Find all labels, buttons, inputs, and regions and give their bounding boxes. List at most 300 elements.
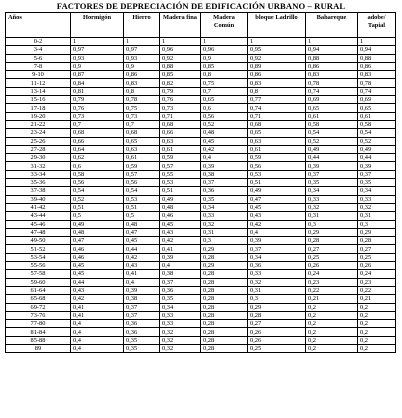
cell-hierro: 0,57 [124, 170, 160, 178]
cell-hierro: 0,83 [124, 79, 160, 87]
cell-hormigon: 0,64 [71, 145, 124, 153]
cell-madera-fina: 0,57 [160, 162, 201, 170]
cell-madera-fina: 0,53 [160, 179, 201, 187]
cell-hierro: 0,59 [124, 162, 160, 170]
cell-bahareque: 0,39 [306, 162, 358, 170]
cell-bloque-ladrillo: 0,43 [248, 212, 306, 220]
column-header-bahareque: Bahareque [306, 13, 358, 38]
cell-madera-comun: 0,48 [201, 129, 248, 137]
cell-hierro: 0,51 [124, 203, 160, 211]
cell-bloque-ladrillo: 0,77 [248, 96, 306, 104]
cell-adobe-tapial: 0,58 [358, 120, 396, 128]
cell-anos: 89 [6, 344, 71, 352]
cell-bahareque: 0,52 [306, 137, 358, 145]
cell-bahareque: 0,88 [306, 54, 358, 62]
cell-hormigon: 0,4 [71, 336, 124, 344]
cell-bloque-ladrillo: 0,71 [248, 112, 306, 120]
cell-anos: 43-44 [6, 212, 71, 220]
cell-bloque-ladrillo: 0,68 [248, 120, 306, 128]
cell-anos: 29-30 [6, 154, 71, 162]
cell-adobe-tapial: 0,94 [358, 46, 396, 54]
cell-madera-fina: 0,45 [160, 220, 201, 228]
cell-hierro: 0,35 [124, 336, 160, 344]
cell-bahareque: 0,94 [306, 46, 358, 54]
cell-hormigon: 0,81 [71, 87, 124, 95]
cell-hormigon: 0,42 [71, 295, 124, 303]
cell-hormigon: 0,52 [71, 195, 124, 203]
cell-bloque-ladrillo: 0,31 [248, 286, 306, 294]
cell-hierro: 0,8 [124, 87, 160, 95]
cell-adobe-tapial: 0,26 [358, 262, 396, 270]
cell-anos: 0-2 [6, 38, 71, 46]
cell-anos: 59-60 [6, 278, 71, 286]
cell-adobe-tapial: 0,2 [358, 328, 396, 336]
cell-bahareque: 0,24 [306, 270, 358, 278]
cell-adobe-tapial: 0,44 [358, 154, 396, 162]
cell-hormigon: 0,4 [71, 344, 124, 352]
cell-bahareque: 0,69 [306, 96, 358, 104]
cell-hormigon: 0,58 [71, 170, 124, 178]
cell-anos: 49-50 [6, 237, 71, 245]
cell-hormigon: 0,46 [71, 245, 124, 253]
table-row [6, 154, 396, 162]
cell-hormigon: 0,79 [71, 96, 124, 104]
cell-anos: 13-14 [6, 87, 71, 95]
cell-madera-fina: 0,73 [160, 104, 201, 112]
cell-anos: 45-46 [6, 220, 71, 228]
cell-madera-comun: 0,34 [201, 203, 248, 211]
cell-bloque-ladrillo: 0,89 [248, 62, 306, 70]
cell-hormigon: 0,9 [71, 62, 124, 70]
table-row [6, 320, 396, 328]
table-row [6, 38, 396, 46]
table-row [6, 237, 396, 245]
cell-madera-fina: 0,76 [160, 96, 201, 104]
cell-hierro: 0,86 [124, 71, 160, 79]
cell-adobe-tapial: 0,33 [358, 195, 396, 203]
cell-hormigon: 0,97 [71, 46, 124, 54]
cell-bahareque: 0,21 [306, 295, 358, 303]
cell-madera-fina: 0,39 [160, 253, 201, 261]
cell-madera-comun: 0,52 [201, 120, 248, 128]
cell-madera-comun: 0,35 [201, 195, 248, 203]
cell-madera-fina: 0,32 [160, 344, 201, 352]
cell-madera-fina: 0,85 [160, 71, 201, 79]
cell-bahareque: 0,29 [306, 228, 358, 236]
cell-anos: 3-4 [6, 46, 71, 54]
cell-adobe-tapial: 0,88 [358, 54, 396, 62]
cell-bloque-ladrillo: 0,92 [248, 54, 306, 62]
cell-adobe-tapial: 0,24 [358, 270, 396, 278]
cell-hierro: 0,7 [124, 120, 160, 128]
cell-adobe-tapial: 0,25 [358, 253, 396, 261]
table-row [6, 336, 396, 344]
cell-hormigon: 0,41 [71, 303, 124, 311]
cell-hierro: 0,35 [124, 344, 160, 352]
cell-hormigon: 0,49 [71, 220, 124, 228]
cell-hierro: 0,65 [124, 137, 160, 145]
cell-bahareque: 0,74 [306, 87, 358, 95]
table-row [6, 203, 396, 211]
cell-anos: 77-80 [6, 320, 71, 328]
cell-madera-fina: 0,41 [160, 245, 201, 253]
cell-madera-comun: 0,33 [201, 212, 248, 220]
cell-adobe-tapial: 0,35 [358, 179, 396, 187]
cell-madera-comun: 0,65 [201, 96, 248, 104]
cell-anos: 51-52 [6, 245, 71, 253]
table-row [6, 303, 396, 311]
cell-bahareque: 0,32 [306, 203, 358, 211]
cell-anos: 17-18 [6, 104, 71, 112]
cell-madera-fina: 0,92 [160, 54, 201, 62]
cell-hormigon: 0,44 [71, 278, 124, 286]
table-row [6, 112, 396, 120]
cell-madera-fina: 0,33 [160, 311, 201, 319]
cell-hierro: 0,78 [124, 96, 160, 104]
table-row [6, 170, 396, 178]
cell-bahareque: 0,61 [306, 112, 358, 120]
cell-madera-fina: 0,63 [160, 137, 201, 145]
table-row [6, 87, 396, 95]
cell-madera-comun: 0,96 [201, 46, 248, 54]
table-row [6, 129, 396, 137]
cell-madera-comun: 0,45 [201, 137, 248, 145]
cell-bloque-ladrillo: 0,32 [248, 278, 306, 286]
cell-adobe-tapial: 0,29 [358, 228, 396, 236]
cell-madera-comun: 0,28 [201, 278, 248, 286]
column-header-hormigon: Hormigón [71, 13, 124, 38]
cell-bahareque: 0,23 [306, 278, 358, 286]
cell-madera-comun: 0,32 [201, 220, 248, 228]
cell-anos: 5-6 [6, 54, 71, 62]
table-row [6, 295, 396, 303]
table-row [6, 46, 396, 54]
column-header-anos: Años [6, 13, 71, 38]
cell-madera-comun: 0,85 [201, 62, 248, 70]
cell-adobe-tapial: 0,31 [358, 212, 396, 220]
table-row [6, 145, 396, 153]
cell-madera-fina: 0,32 [160, 328, 201, 336]
cell-hierro: 0,48 [124, 220, 160, 228]
cell-madera-comun: 0,28 [201, 336, 248, 344]
cell-bloque-ladrillo: 0,26 [248, 336, 306, 344]
cell-bloque-ladrillo: 0,45 [248, 203, 306, 211]
cell-anos: 23-24 [6, 129, 71, 137]
cell-hormigon: 0,56 [71, 179, 124, 187]
cell-madera-comun: 0,36 [201, 187, 248, 195]
cell-bahareque: 0,2 [306, 336, 358, 344]
cell-hormigon: 0,45 [71, 270, 124, 278]
cell-bahareque: 0,86 [306, 62, 358, 70]
cell-anos: 31-32 [6, 162, 71, 170]
cell-hormigon: 0,87 [71, 71, 124, 79]
cell-hormigon: 0,62 [71, 154, 124, 162]
cell-hierro: 0,36 [124, 320, 160, 328]
cell-hierro: 0,61 [124, 154, 160, 162]
cell-adobe-tapial: 0,2 [358, 344, 396, 352]
cell-bahareque: 0,28 [306, 237, 358, 245]
cell-adobe-tapial: 0,2 [358, 303, 396, 311]
table-row [6, 245, 396, 253]
cell-madera-fina: 0,88 [160, 62, 201, 70]
cell-hierro: 0,53 [124, 195, 160, 203]
cell-adobe-tapial: 0,49 [358, 145, 396, 153]
cell-bahareque: 0,58 [306, 120, 358, 128]
cell-bloque-ladrillo: 0,53 [248, 170, 306, 178]
column-header-madera-fina: Madera fina [160, 13, 201, 38]
cell-madera-comun: 0,28 [201, 295, 248, 303]
table-row [6, 179, 396, 187]
cell-bloque-ladrillo: 0,74 [248, 104, 306, 112]
cell-madera-comun: 0,28 [201, 303, 248, 311]
cell-hierro: 0,38 [124, 295, 160, 303]
cell-hierro: 0,56 [124, 179, 160, 187]
cell-madera-comun: 0,28 [201, 311, 248, 319]
cell-hierro: 0,97 [124, 46, 160, 54]
table-header-row [6, 13, 396, 38]
cell-madera-fina: 0,51 [160, 187, 201, 195]
cell-bloque-ladrillo: 0,26 [248, 328, 306, 336]
cell-hierro: 0,9 [124, 62, 160, 70]
cell-adobe-tapial: 0,28 [358, 237, 396, 245]
cell-bahareque: 0,44 [306, 154, 358, 162]
cell-bloque-ladrillo: 0,42 [248, 220, 306, 228]
cell-madera-fina: 0,66 [160, 129, 201, 137]
cell-bloque-ladrillo: 0,37 [248, 245, 306, 253]
cell-madera-fina: 0,55 [160, 170, 201, 178]
cell-hormigon: 0,48 [71, 228, 124, 236]
column-header-madera-comun: Madera Común [201, 13, 248, 38]
cell-hierro: 0,42 [124, 253, 160, 261]
cell-hormigon: 0,47 [71, 237, 124, 245]
table-row [6, 311, 396, 319]
table-row [6, 278, 396, 286]
table-row [6, 96, 396, 104]
table-row [6, 286, 396, 294]
table-body [6, 38, 396, 353]
cell-anos: 73-76 [6, 311, 71, 319]
cell-madera-comun: 0,29 [201, 262, 248, 270]
cell-hormigon: 1 [71, 38, 124, 46]
table-row [6, 104, 396, 112]
cell-bahareque: 0,54 [306, 129, 358, 137]
table-row [6, 62, 396, 70]
cell-hierro: 0,37 [124, 311, 160, 319]
cell-bahareque: 0,78 [306, 79, 358, 87]
cell-adobe-tapial: 0,21 [358, 295, 396, 303]
cell-hierro: 0,43 [124, 262, 160, 270]
cell-adobe-tapial: 0,34 [358, 187, 396, 195]
cell-adobe-tapial: 0,86 [358, 62, 396, 70]
table-row [6, 220, 396, 228]
cell-bloque-ladrillo: 0,36 [248, 262, 306, 270]
cell-madera-comun: 0,28 [201, 286, 248, 294]
column-header-hierro: Hierro [124, 13, 160, 38]
cell-bloque-ladrillo: 0,39 [248, 237, 306, 245]
cell-madera-comun: 0,37 [201, 179, 248, 187]
cell-hormigon: 0,45 [71, 262, 124, 270]
table-row [6, 137, 396, 145]
cell-madera-comun: 0,42 [201, 145, 248, 153]
cell-anos: 61-64 [6, 286, 71, 294]
cell-adobe-tapial: 0,61 [358, 112, 396, 120]
cell-hormigon: 0,68 [71, 129, 124, 137]
cell-madera-fina: 0,35 [160, 295, 201, 303]
cell-madera-fina: 0,61 [160, 145, 201, 153]
cell-bahareque: 0,65 [306, 104, 358, 112]
cell-hierro: 0,93 [124, 54, 160, 62]
cell-bloque-ladrillo: 0,47 [248, 195, 306, 203]
cell-bloque-ladrillo: 0,33 [248, 270, 306, 278]
cell-hormigon: 0,5 [71, 212, 124, 220]
cell-bloque-ladrillo: 0,3 [248, 295, 306, 303]
cell-bahareque: 0,37 [306, 170, 358, 178]
cell-anos: 37-38 [6, 187, 71, 195]
cell-bloque-ladrillo: 0,29 [248, 303, 306, 311]
cell-adobe-tapial: 1 [358, 38, 396, 46]
table-row [6, 262, 396, 270]
cell-anos: 19-20 [6, 112, 71, 120]
cell-anos: 39-40 [6, 195, 71, 203]
cell-hierro: 0,54 [124, 187, 160, 195]
cell-madera-comun: 1 [201, 38, 248, 46]
depreciation-table [5, 12, 396, 353]
cell-madera-fina: 0,37 [160, 278, 201, 286]
cell-bloque-ladrillo: 0,65 [248, 129, 306, 137]
cell-madera-comun: 0,39 [201, 162, 248, 170]
cell-anos: 9-10 [6, 71, 71, 79]
cell-bloque-ladrillo: 0,86 [248, 71, 306, 79]
cell-anos: 53-54 [6, 253, 71, 261]
cell-bloque-ladrillo: 0,28 [248, 311, 306, 319]
cell-hormigon: 0,4 [71, 328, 124, 336]
cell-madera-fina: 0,96 [160, 46, 201, 54]
cell-bahareque: 0,25 [306, 253, 358, 261]
cell-madera-fina: 0,79 [160, 87, 201, 95]
cell-madera-fina: 0,48 [160, 203, 201, 211]
cell-anos: 33-34 [6, 170, 71, 178]
table-title: FACTORES DE DEPRECIACIÓN DE EDIFICACIÓN URBANO – RURAL [56, 1, 346, 11]
cell-anos: 65-68 [6, 295, 71, 303]
cell-bahareque: 0,3 [306, 220, 358, 228]
cell-anos: 47-48 [6, 228, 71, 236]
cell-bloque-ladrillo: 0,61 [248, 145, 306, 153]
cell-adobe-tapial: 0,2 [358, 336, 396, 344]
cell-bahareque: 0,2 [306, 311, 358, 319]
cell-madera-fina: 0,82 [160, 79, 201, 87]
cell-madera-comun: 0,28 [201, 270, 248, 278]
cell-adobe-tapial: 0,52 [358, 137, 396, 145]
cell-anos: 27-28 [6, 145, 71, 153]
cell-anos: 57-58 [6, 270, 71, 278]
cell-adobe-tapial: 0,74 [358, 87, 396, 95]
cell-bloque-ladrillo: 0,56 [248, 162, 306, 170]
cell-hierro: 0,4 [124, 278, 160, 286]
cell-adobe-tapial: 0,78 [358, 79, 396, 87]
cell-hierro: 0,5 [124, 212, 160, 220]
cell-bahareque: 0,2 [306, 328, 358, 336]
cell-hormigon: 0,41 [71, 311, 124, 319]
cell-madera-comun: 0,28 [201, 253, 248, 261]
cell-hierro: 0,39 [124, 286, 160, 294]
cell-adobe-tapial: 0,22 [358, 286, 396, 294]
cell-madera-fina: 0,38 [160, 270, 201, 278]
cell-hormigon: 0,51 [71, 203, 124, 211]
cell-madera-comun: 0,29 [201, 245, 248, 253]
cell-anos: 41-42 [6, 203, 71, 211]
cell-hierro: 0,73 [124, 112, 160, 120]
cell-madera-comun: 0,31 [201, 228, 248, 236]
cell-hierro: 0,37 [124, 303, 160, 311]
cell-bloque-ladrillo: 0,95 [248, 46, 306, 54]
cell-adobe-tapial: 0,65 [358, 104, 396, 112]
cell-bloque-ladrillo: 1 [248, 38, 306, 46]
table-row [6, 253, 396, 261]
table-row [6, 187, 396, 195]
cell-hierro: 0,75 [124, 104, 160, 112]
cell-bloque-ladrillo: 0,59 [248, 154, 306, 162]
cell-madera-comun: 0,8 [201, 71, 248, 79]
cell-adobe-tapial: 0,83 [358, 71, 396, 79]
cell-hierro: 0,45 [124, 237, 160, 245]
table-row [6, 195, 396, 203]
cell-adobe-tapial: 0,54 [358, 129, 396, 137]
cell-hormigon: 0,43 [71, 286, 124, 294]
cell-anos: 55-56 [6, 262, 71, 270]
cell-adobe-tapial: 0,23 [358, 278, 396, 286]
table-row [6, 162, 396, 170]
cell-bahareque: 0,33 [306, 195, 358, 203]
table-row [6, 120, 396, 128]
cell-hormigon: 0,46 [71, 253, 124, 261]
cell-adobe-tapial: 0,2 [358, 311, 396, 319]
cell-madera-fina: 0,46 [160, 212, 201, 220]
cell-madera-comun: 0,56 [201, 112, 248, 120]
cell-hormigon: 0,7 [71, 120, 124, 128]
cell-anos: 85-88 [6, 336, 71, 344]
cell-hormigon: 0,93 [71, 54, 124, 62]
cell-madera-comun: 0,75 [201, 79, 248, 87]
cell-adobe-tapial: 0,39 [358, 162, 396, 170]
cell-hormigon: 0,84 [71, 79, 124, 87]
cell-madera-comun: 0,3 [201, 237, 248, 245]
cell-madera-fina: 0,4 [160, 262, 201, 270]
table-row [6, 79, 396, 87]
cell-hierro: 0,47 [124, 228, 160, 236]
cell-adobe-tapial: 0,32 [358, 203, 396, 211]
cell-bahareque: 0,27 [306, 245, 358, 253]
cell-madera-fina: 0,42 [160, 237, 201, 245]
cell-bloque-ladrillo: 0,34 [248, 253, 306, 261]
column-header-adobe-tapial: adobe/ Tapial [358, 13, 396, 38]
cell-adobe-tapial: 0,27 [358, 245, 396, 253]
cell-hierro: 1 [124, 38, 160, 46]
cell-hierro: 0,44 [124, 245, 160, 253]
cell-madera-fina: 0,32 [160, 336, 201, 344]
table-row [6, 54, 396, 62]
cell-adobe-tapial: 0,37 [358, 170, 396, 178]
cell-madera-comun: 0,6 [201, 104, 248, 112]
cell-bloque-ladrillo: 0,8 [248, 87, 306, 95]
cell-adobe-tapial: 0,2 [358, 320, 396, 328]
cell-hierro: 0,36 [124, 328, 160, 336]
cell-hormigon: 0,73 [71, 112, 124, 120]
cell-madera-comun: 0,4 [201, 154, 248, 162]
cell-bahareque: 0,34 [306, 187, 358, 195]
cell-bahareque: 1 [306, 38, 358, 46]
cell-bahareque: 0,26 [306, 262, 358, 270]
cell-madera-fina: 0,71 [160, 112, 201, 120]
